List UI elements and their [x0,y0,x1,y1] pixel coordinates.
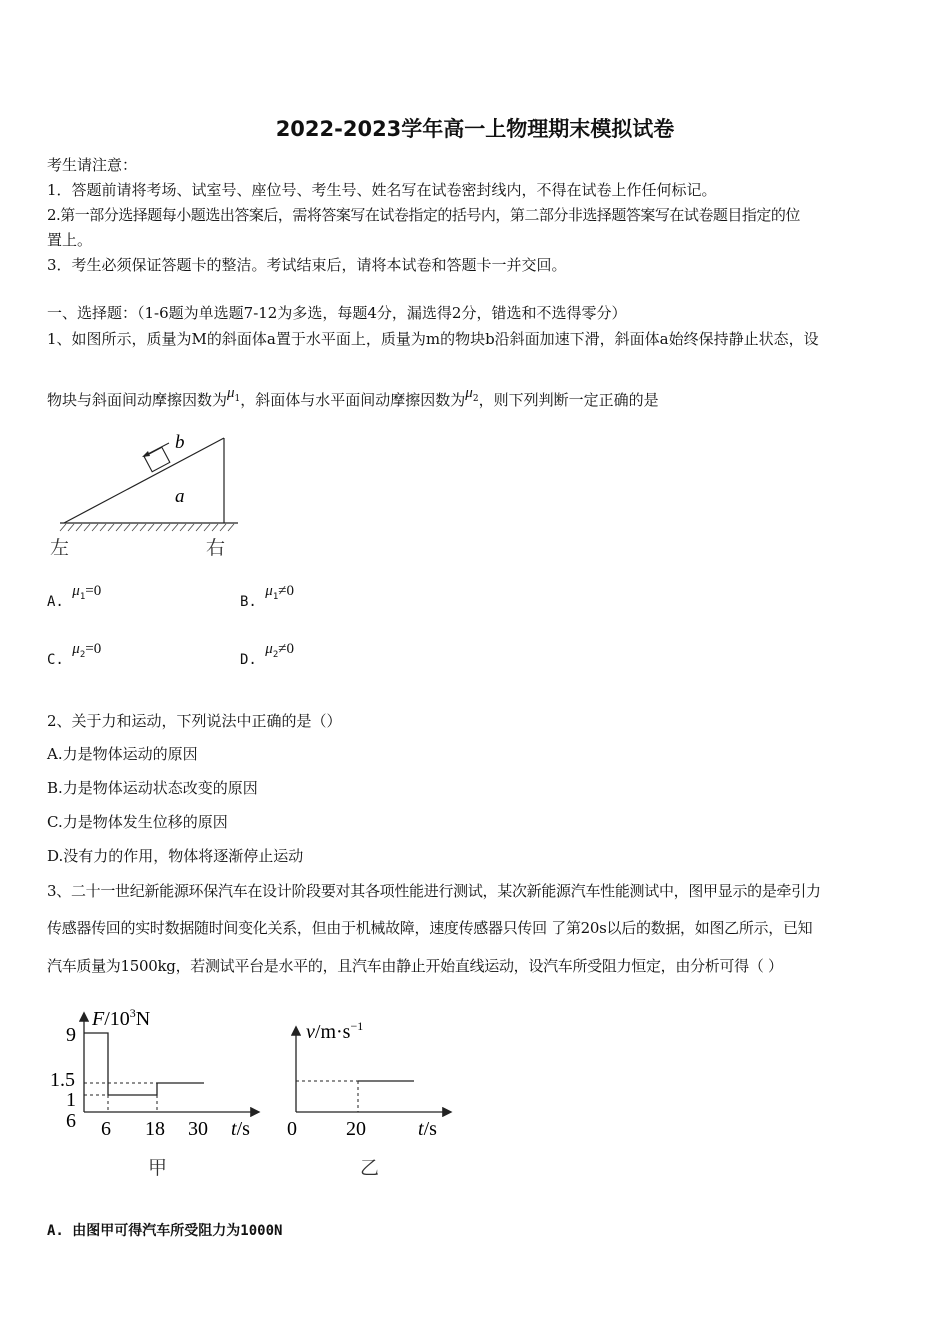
block-b [144,447,170,471]
x-axis-label: t/s [231,1118,250,1140]
q1-stem-part3: ，则下列判断一定正确的是 [478,391,659,409]
q3-stem-line1: 3、二十一世纪新能源环保汽车在设计阶段要对其各项性能进行测试，某次新能源汽车性能测试中，图甲显示的是牵引力 [47,882,821,900]
option-letter: D. [240,652,257,668]
x-axis-label: t/s [418,1118,437,1140]
y-tick-9: 9 [66,1024,76,1046]
graph-caption-yi: 乙 [360,1158,380,1179]
mu-subscript: 1 [272,591,279,602]
y-tick-1.5: 1.5 [50,1069,75,1091]
x-tick-20: 20 [346,1118,366,1140]
q2-stem: 2、关于力和运动，下列说法中正确的是（） [47,712,342,730]
mu-symbol: μ [265,641,273,657]
notice-item-2-cont: 置上。 [47,231,93,249]
graph-jia [44,1000,269,1185]
q1-option-a[interactable] [47,583,102,613]
label-a: a [175,486,185,507]
q1-stem-part2: ，斜面体与水平面间动摩擦因数为 [240,391,466,409]
label-right: 右 [206,538,226,559]
y-tick-6: 6 [66,1110,76,1132]
graph-yi [280,1000,460,1185]
option-relation: =0 [85,583,102,599]
graph-caption-jia: 甲 [148,1158,168,1179]
mu-subscript: 1 [79,591,86,602]
option-relation: ≠0 [278,641,294,657]
q1-stem-line2 [47,385,659,412]
notice-item-2: 2.第一部分选择题每小题选出答案后，需将答案写在试卷指定的括号内，第二部分非选择题答案写在试卷题目指定的位 [47,206,800,224]
y-axis-label: $v/m\cdot s^{-1}$ [306,1019,364,1043]
label-left: 左 [50,538,70,559]
q2-option-a[interactable]: A.力是物体运动的原因 [47,745,198,763]
q1-option-b[interactable] [240,583,294,613]
mu1-symbol: μ [227,385,235,401]
q1-stem-line1: 1、如图所示，质量为M的斜面体a置于水平面上，质量为m的物块b沿斜面加速下滑，斜面体a始终保持静止状态，设 [47,330,819,348]
notice-item-3: 3．考生必须保证答题卡的整洁。考试结束后，请将本试卷和答题卡一并交回。 [47,256,567,274]
option-letter: A. [47,594,64,610]
q3-option-a[interactable]: A. 由图甲可得汽车所受阻力为1000N [47,1223,283,1239]
q2-option-c[interactable]: C.力是物体发生位移的原因 [47,813,228,831]
q2-option-d[interactable]: D.没有力的作用，物体将逐渐停止运动 [47,847,304,865]
q1-incline-figure [44,428,244,564]
mu1-subscript: 1 [234,394,241,404]
option-letter: B. [240,594,257,610]
x-tick-0: 0 [287,1118,297,1140]
mu-symbol: μ [72,641,80,657]
q3-stem-line3: 汽车质量为1500kg，若测试平台是水平的，且汽车由静止开始直线运动，设汽车所受阻力恒定，由分析可得（ ） [47,957,783,975]
label-b: b [175,432,185,453]
mu2-subscript: 2 [472,394,479,404]
page-title: 2022-2023学年高一上物理期末模拟试卷 [275,117,675,141]
mu-symbol: μ [265,583,273,599]
mu-subscript: 2 [79,649,86,660]
mu2-symbol: μ [465,385,473,401]
mu-symbol: μ [72,583,80,599]
mu-subscript: 2 [272,649,279,660]
section-heading: 一、选择题：（1-6题为单选题7-12为多选，每题4分，漏选得2分，错选和不选得零分） [47,304,627,322]
notice-heading: 考生请注意： [47,156,138,174]
option-letter: C. [47,652,64,668]
q1-option-c[interactable] [47,641,102,671]
q1-option-d[interactable] [240,641,294,671]
x-tick-30: 30 [188,1118,208,1140]
x-tick-18: 18 [145,1118,165,1140]
x-tick-6: 6 [101,1118,111,1140]
q2-option-b[interactable]: B.力是物体运动状态改变的原因 [47,779,258,797]
notice-item-1: 1．答题前请将考场、试室号、座位号、考生号、姓名写在试卷密封线内，不得在试卷上作任何标记。 [47,181,717,199]
q1-stem-part1: 物块与斜面间动摩擦因数为 [47,391,228,409]
option-relation: =0 [85,641,102,657]
force-curve [84,1033,204,1095]
option-relation: ≠0 [278,583,294,599]
q3-stem-line2: 传感器传回的实时数据随时间变化关系，但由于机械故障，速度传感器只传回 了第20s以后的数据，如图乙所示，已知 [47,919,813,937]
y-tick-1: 1 [66,1089,76,1111]
y-axis-label: $F/10^3N$ [92,1006,151,1030]
